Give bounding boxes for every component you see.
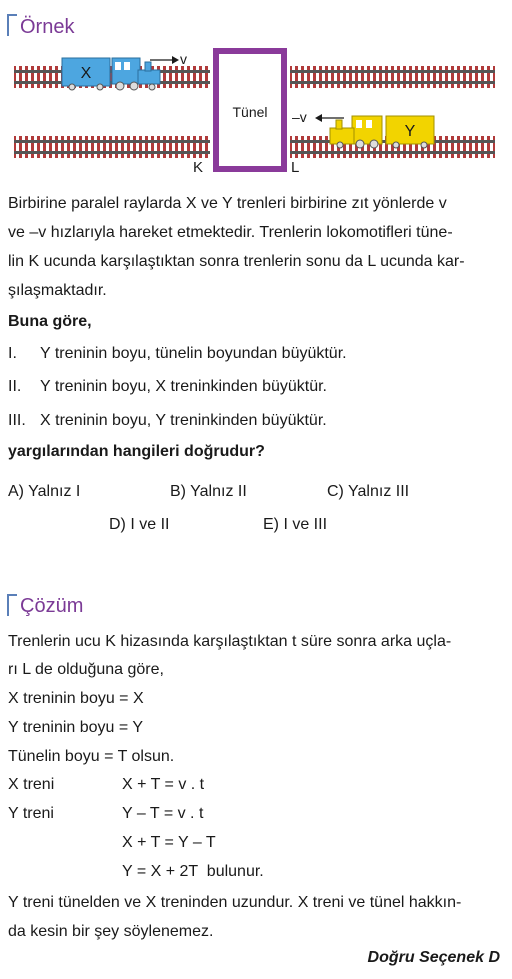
equation-1: X + T = v . t: [122, 776, 205, 793]
option-a: A) Yalnız I: [8, 483, 81, 500]
speed-y-label: –v: [292, 109, 307, 125]
equation-4: Y = X + 2T bulunur.: [122, 863, 264, 880]
statement-2-text: Y treninin boyu, X treninkinden büyüktür.: [40, 378, 327, 395]
problem-line-1: Birbirine paralel raylarda X ve Y trenleri birbirine zıt yönlerde v: [8, 195, 447, 212]
option-d: D) I ve II: [109, 516, 170, 533]
label-l: L: [291, 159, 300, 174]
equation-2: Y – T = v . t: [122, 805, 204, 822]
question-text: yargılarından hangileri doğrudur?: [8, 443, 265, 460]
heading-bracket: [7, 14, 17, 36]
conclusion-1: Y treni tünelden ve X treninden uzundur. X treni ve tünel hakkın-: [8, 894, 462, 911]
option-b: B) Yalnız II: [170, 483, 247, 500]
equation-3: X + T = Y – T: [122, 834, 216, 851]
train-y: [330, 116, 434, 148]
answer-text: Doğru Seçenek D: [367, 949, 500, 966]
statement-1: [8, 342, 347, 365]
equation-label-x: X treni: [8, 776, 55, 793]
problem-line-2: ve –v hızlarıyla hareket etmektedir. Trenlerin lokomotifleri tüne-: [8, 224, 453, 241]
speed-x-label: v: [180, 51, 187, 67]
train-tunnel-figure: [0, 44, 512, 174]
problem-line-3: lin K ucunda karşılaştıktan sonra trenlerin sonu da L ucunda kar-: [8, 253, 465, 270]
statement-3: [8, 409, 327, 432]
conclusion-2: da kesin bir şey söylenemez.: [8, 923, 214, 940]
definition-x: X treninin boyu = X: [8, 690, 144, 707]
solution-intro-1: Trenlerin ucu K hizasında karşılaştıktan t süre sonra arka uçla-: [8, 633, 452, 650]
example-heading: Örnek: [20, 16, 75, 38]
solution-heading: Çözüm: [20, 595, 84, 617]
statement-1-number: I.: [8, 345, 17, 362]
statement-2-number: II.: [8, 378, 22, 395]
problem-line-4: şılaşmaktadır.: [8, 282, 107, 299]
train-x-label: X: [80, 65, 92, 82]
statement-2: [8, 375, 327, 398]
option-c: C) Yalnız III: [327, 483, 410, 500]
solution-intro-2: rı L de olduğuna göre,: [8, 661, 164, 678]
statement-1-text: Y treninin boyu, tünelin boyundan büyüktür.: [40, 345, 347, 362]
option-e: E) I ve III: [263, 516, 328, 533]
train-y-label: Y: [404, 123, 416, 140]
label-k: K: [193, 159, 204, 174]
definition-y: Y treninin boyu = Y: [8, 719, 144, 736]
tunnel-label: Tünel: [232, 104, 268, 120]
solution-bracket: [7, 594, 17, 616]
prompt-text: Buna göre,: [8, 313, 92, 330]
statement-3-number: III.: [8, 412, 26, 429]
definition-t: Tünelin boyu = T olsun.: [8, 748, 175, 765]
statement-3-text: X treninin boyu, Y treninkinden büyüktür.: [40, 412, 327, 429]
equation-label-y: Y treni: [8, 805, 54, 822]
